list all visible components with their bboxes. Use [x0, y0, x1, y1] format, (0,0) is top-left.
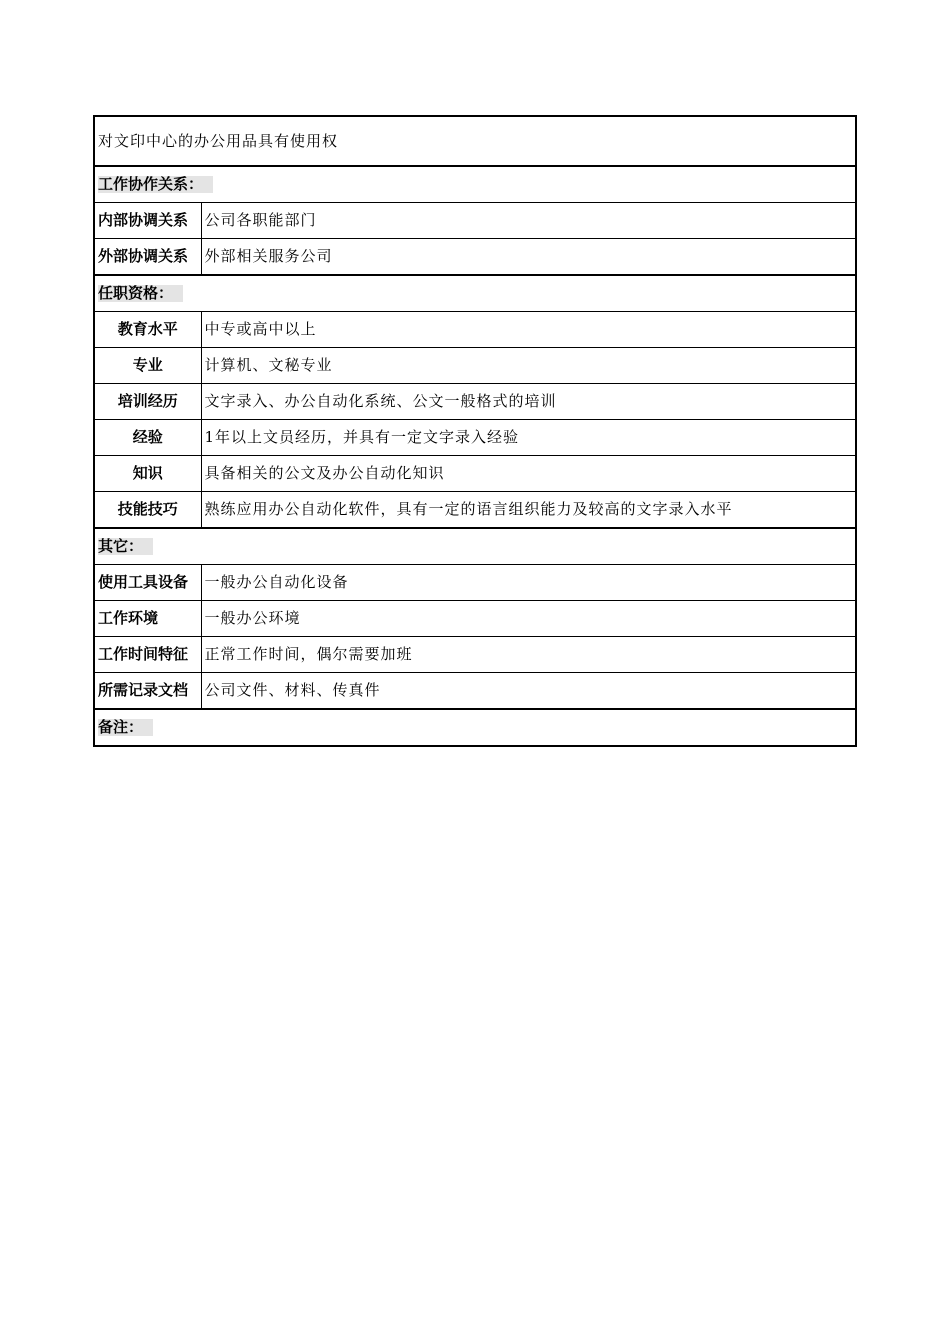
row-value: 1年以上文员经历，并具有一定文字录入经验 [201, 420, 856, 456]
row-label: 外部协调关系 [94, 239, 201, 276]
row-value: 具备相关的公文及办公自动化知识 [201, 456, 856, 492]
row-value: 计算机、文秘专业 [201, 348, 856, 384]
table-row [94, 456, 856, 492]
section-cooperation [94, 166, 856, 203]
section-title-remarks: 备注： [98, 719, 153, 736]
table-row [94, 673, 856, 710]
row-value: 一般办公环境 [201, 601, 856, 637]
section-title-other: 其它： [98, 538, 153, 555]
table-row [94, 203, 856, 239]
table-row [94, 312, 856, 348]
table-row [94, 565, 856, 601]
row-label: 工作时间特征 [94, 637, 201, 673]
row-label: 内部协调关系 [94, 203, 201, 239]
row-label: 所需记录文档 [94, 673, 201, 710]
row-label: 培训经历 [94, 384, 201, 420]
row-label: 工作环境 [94, 601, 201, 637]
table-row [94, 384, 856, 420]
table-row [94, 420, 856, 456]
row-value: 外部相关服务公司 [201, 239, 856, 276]
row-value: 一般办公自动化设备 [201, 565, 856, 601]
table-row [94, 637, 856, 673]
section-title-cooperation: 工作协作关系： [98, 176, 213, 193]
table-row [94, 492, 856, 529]
row-value: 公司各职能部门 [201, 203, 856, 239]
row-value: 熟练应用办公自动化软件，具有一定的语言组织能力及较高的文字录入水平 [201, 492, 856, 529]
section-qualification [94, 275, 856, 312]
table-row [94, 239, 856, 276]
row-value: 正常工作时间，偶尔需要加班 [201, 637, 856, 673]
section-remarks [94, 709, 856, 746]
row-label: 教育水平 [94, 312, 201, 348]
section-title-qualification: 任职资格： [98, 285, 183, 302]
row-label: 使用工具设备 [94, 565, 201, 601]
section-other [94, 528, 856, 565]
row-value: 文字录入、办公自动化系统、公文一般格式的培训 [201, 384, 856, 420]
row-label: 专业 [94, 348, 201, 384]
table-row [94, 601, 856, 637]
row-value: 公司文件、材料、传真件 [201, 673, 856, 710]
row-value: 中专或高中以上 [201, 312, 856, 348]
authority-row [94, 116, 856, 166]
row-label: 知识 [94, 456, 201, 492]
table-row [94, 348, 856, 384]
authority-text: 对文印中心的办公用品具有使用权 [94, 116, 856, 166]
job-description-table [93, 115, 857, 747]
row-label: 经验 [94, 420, 201, 456]
row-label: 技能技巧 [94, 492, 201, 529]
